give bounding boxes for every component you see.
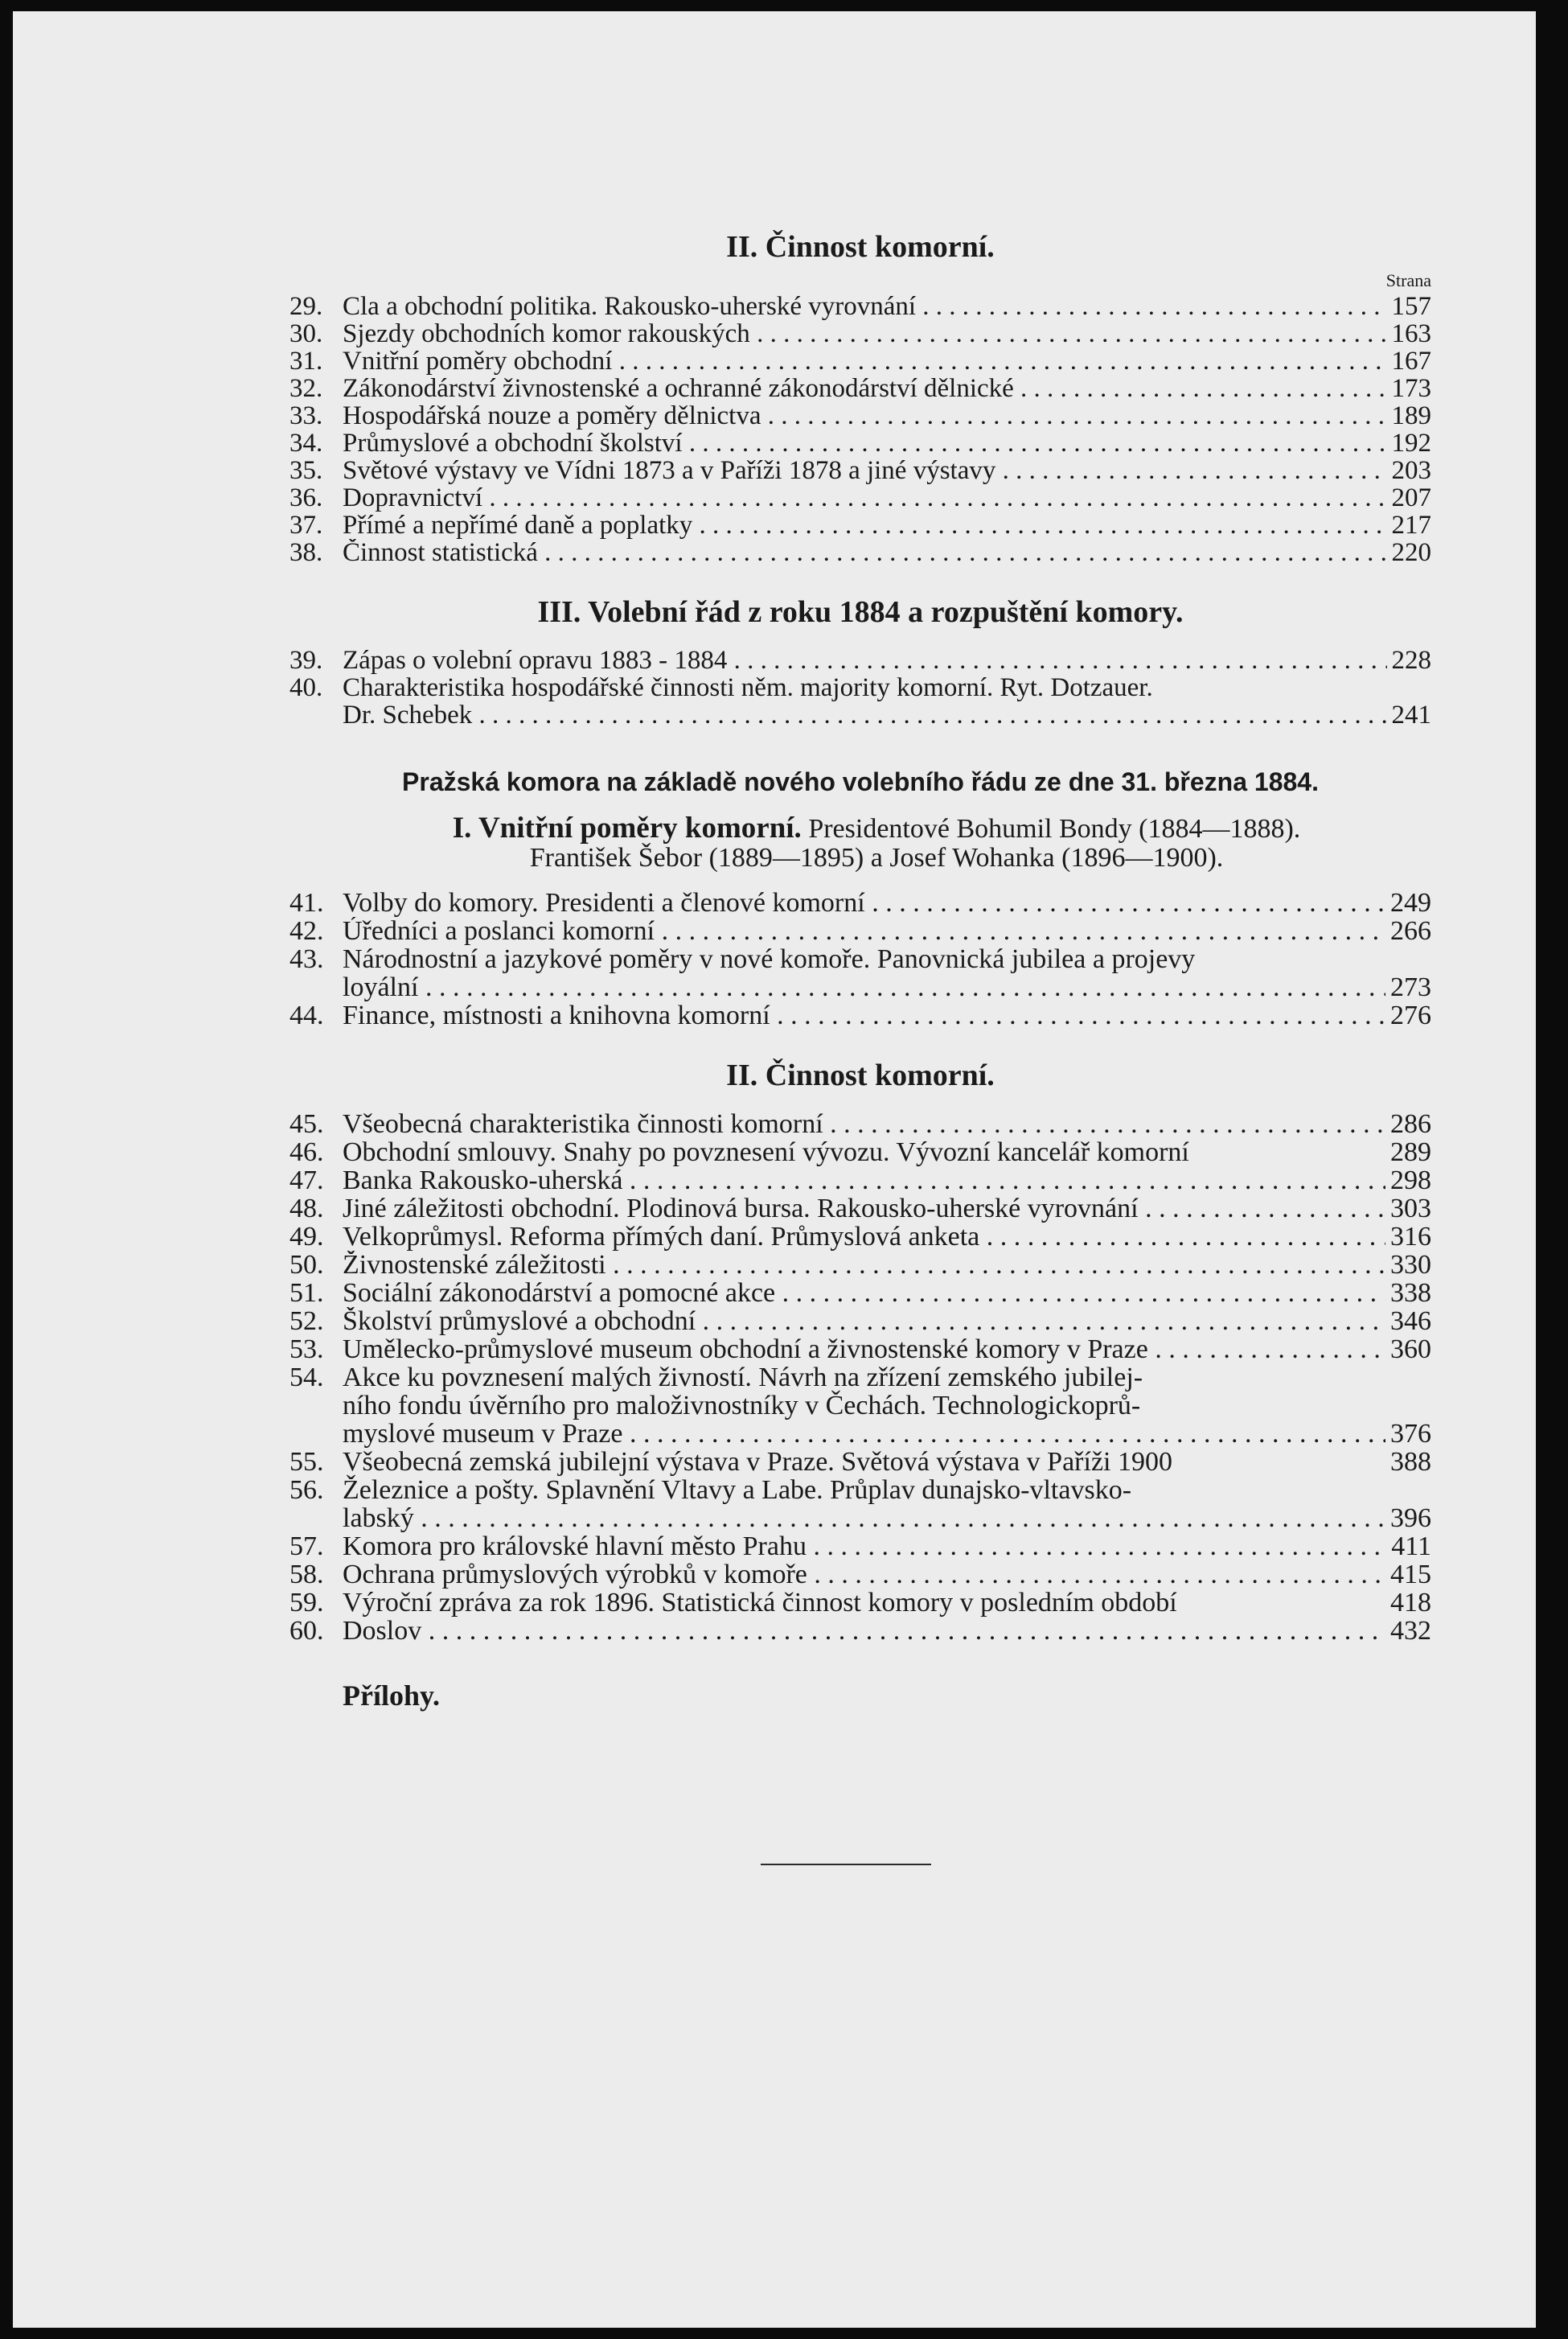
entry-number: 57. (289, 1531, 324, 1561)
entry-title (343, 402, 1387, 430)
toc-entry (289, 402, 1431, 430)
entry-title (343, 674, 1387, 729)
entry-title-line: Sociální zákonodárství a pomocné akce . . . (343, 1279, 1385, 1307)
toc-entry (289, 889, 1431, 917)
toc-entry (289, 1617, 1431, 1645)
entry-page-number: 203 (1391, 456, 1431, 485)
entry-title (343, 347, 1387, 375)
entry-page-number: 273 (1390, 972, 1431, 1002)
entry-page-number: 249 (1390, 888, 1431, 918)
toc-entry (289, 1001, 1431, 1030)
entry-title (343, 1532, 1386, 1560)
section-heading-iii: III. Volební řád z roku 1884 a rozpuštění komory. (537, 595, 1184, 629)
toc-entry (289, 1194, 1431, 1223)
toc-entry (289, 1138, 1431, 1166)
entry-page-number: 432 (1390, 1616, 1431, 1646)
entry-number: 43. (289, 944, 324, 974)
toc-entry (289, 917, 1431, 945)
entry-title (343, 430, 1387, 457)
entry-page-number: 207 (1391, 483, 1431, 512)
prague-intro (322, 814, 1431, 873)
entry-title-line: Volby do komory. Presidenti a členové komorní . . . (343, 889, 1385, 917)
entry-page-number: 316 (1390, 1222, 1431, 1252)
entry-number: 45. (289, 1109, 324, 1139)
entry-title-line: Komora pro královské hlavní město Prahu . . . (343, 1532, 1386, 1560)
entry-title (343, 1138, 1385, 1166)
toc-entry (289, 484, 1431, 512)
entry-title-line: Přímé a nepřímé daně a poplatky . . . (343, 512, 1387, 539)
entry-number: 48. (289, 1194, 324, 1223)
toc-entry (289, 320, 1431, 347)
toc-entry (289, 512, 1431, 539)
entry-title (343, 320, 1387, 347)
entry-title-line: Výroční zpráva za rok 1896. Statistická činnost komory v posledním období (343, 1588, 1177, 1618)
entry-number: 55. (289, 1447, 324, 1477)
toc-list-prague-i (289, 889, 1431, 1030)
entry-page-number: 418 (1390, 1588, 1431, 1618)
entry-title (343, 1476, 1385, 1532)
entry-number: 32. (289, 374, 323, 403)
entry-title-line: Banka Rakousko-uherská . . . (343, 1166, 1385, 1194)
entry-page-number: 189 (1391, 401, 1431, 430)
toc-entry (289, 1251, 1431, 1279)
entry-title-line: Činnost statistická . . . (343, 539, 1387, 566)
prague-intro-line1: Presidentové Bohumil Bondy (1884—1888). (808, 814, 1301, 844)
page-column-label: Strana (1385, 270, 1431, 290)
entry-title-line: Úředníci a poslanci komorní . . . (343, 917, 1385, 945)
entry-page-number: 346 (1390, 1306, 1431, 1336)
entry-number: 59. (289, 1588, 324, 1618)
entry-page-number: 396 (1390, 1503, 1431, 1533)
entry-number: 41. (289, 888, 324, 918)
entry-number: 60. (289, 1616, 324, 1646)
entry-page-number: 173 (1391, 374, 1431, 403)
entry-number: 58. (289, 1560, 324, 1589)
entry-title-line: Živnostenské záležitosti . . . (343, 1251, 1385, 1279)
entry-number: 49. (289, 1222, 324, 1252)
entry-title-line: Dr. Schebek . . . (343, 701, 1387, 729)
entry-title-line: Doslov . . . (343, 1617, 1385, 1645)
entry-title (343, 945, 1385, 1001)
entry-page-number: 228 (1391, 646, 1431, 675)
entry-page-number: 376 (1390, 1419, 1431, 1449)
entry-number: 29. (289, 292, 323, 321)
entry-number: 34. (289, 429, 323, 458)
toc-entry (289, 1363, 1431, 1448)
entry-number: 51. (289, 1278, 324, 1308)
prague-intro-line2: František Šebor (1889—1895) a Josef Wohanka (1896—1900). (529, 843, 1224, 873)
toc-entry (289, 1279, 1431, 1307)
toc-entry (289, 1335, 1431, 1363)
entry-title (343, 647, 1387, 674)
entry-title-line: Cla a obchodní politika. Rakousko-uherské vyrovnání . . . (343, 293, 1387, 320)
entry-title-line: Obchodní smlouvy. Snahy po povznesení vývozu. Vývozní kancelář komorní (343, 1137, 1189, 1167)
entry-title (343, 1251, 1385, 1279)
toc-entry (289, 945, 1431, 1001)
entry-title (343, 1335, 1385, 1363)
entry-page-number: 289 (1390, 1137, 1431, 1167)
closing-rule (761, 1864, 931, 1865)
toc-entry (289, 1476, 1431, 1532)
entry-number: 33. (289, 401, 323, 430)
entry-page-number: 157 (1391, 292, 1431, 321)
entry-title (343, 1166, 1385, 1194)
entry-title-line: Vnitřní poměry obchodní . . . (343, 347, 1387, 375)
entry-title (343, 375, 1387, 402)
entry-title-line: Národnostní a jazykové poměry v nové komoře. Panovnická jubilea a projevy (343, 944, 1196, 974)
entry-page-number: 163 (1391, 319, 1431, 348)
entry-number: 47. (289, 1165, 324, 1195)
entry-title (343, 1223, 1385, 1251)
entry-page-number: 415 (1390, 1560, 1431, 1589)
entry-page-number: 338 (1390, 1278, 1431, 1308)
entry-number: 38. (289, 538, 323, 567)
entry-title (343, 539, 1387, 566)
toc-list-prague-ii (289, 1110, 1431, 1645)
entry-title-line: Železnice a pošty. Splavnění Vltavy a Labe. Průplav dunajsko-vltavsko- (343, 1475, 1132, 1505)
entry-number: 36. (289, 483, 323, 512)
entry-title (343, 1194, 1385, 1223)
entry-title (343, 1448, 1385, 1476)
entry-title (343, 1279, 1385, 1307)
toc-entry (289, 647, 1431, 674)
entry-number: 42. (289, 916, 324, 946)
entry-number: 39. (289, 646, 323, 675)
entry-title-line: loyální . . . (343, 973, 1385, 1001)
entry-title-line: Jiné záležitosti obchodní. Plodinová bursa. Rakousko-uherské vyrovnání . . . (343, 1194, 1385, 1223)
toc-entry (289, 674, 1431, 729)
entry-title-line: Akce ku povznesení malých živností. Návrh na zřízení zemského jubilej- (343, 1363, 1143, 1392)
entry-title (343, 293, 1387, 320)
entry-title-line: Hospodářská nouze a poměry dělnictva . . . (343, 402, 1387, 430)
toc-entry (289, 1560, 1431, 1589)
toc-entry (289, 347, 1431, 375)
entry-title-line: myslové museum v Praze . . . (343, 1420, 1385, 1448)
entry-number: 40. (289, 673, 323, 702)
toc-entry (289, 1448, 1431, 1476)
entry-title-line: Charakteristika hospodářské činnosti něm. majority komorní. Ryt. Dotzauer. (343, 673, 1153, 702)
entry-page-number: 167 (1391, 347, 1431, 376)
entry-title (343, 1307, 1385, 1335)
entry-page-number: 276 (1390, 1001, 1431, 1030)
entry-title (343, 484, 1387, 512)
toc-entry (289, 1589, 1431, 1617)
entry-page-number: 192 (1391, 429, 1431, 458)
entry-title-line: Zápas o volební opravu 1883 - 1884 . . . (343, 647, 1387, 674)
entry-number: 46. (289, 1137, 324, 1167)
entry-title-line: Finance, místnosti a knihovna komorní . . . (343, 1001, 1385, 1030)
entry-number: 37. (289, 511, 323, 540)
entry-title (343, 1589, 1385, 1617)
entry-title-line: Světové výstavy ve Vídni 1873 a v Paříži 1878 a jiné výstavy . . . (343, 457, 1387, 484)
toc-entry (289, 430, 1431, 457)
entry-number: 35. (289, 456, 323, 485)
entry-title-line: Ochrana průmyslových výrobků v komoře . . . (343, 1560, 1385, 1589)
entry-title (343, 457, 1387, 484)
toc-list-section-iii (289, 647, 1431, 729)
entry-number: 53. (289, 1334, 324, 1364)
entry-page-number: 388 (1390, 1447, 1431, 1477)
entry-page-number: 411 (1391, 1531, 1431, 1561)
entry-title-line: Průmyslové a obchodní školství . . . (343, 430, 1387, 457)
entry-title (343, 917, 1385, 945)
entry-title-line: Sjezdy obchodních komor rakouských . . . (343, 320, 1387, 347)
section-heading-ii-b: II. Činnost komorní. (726, 1059, 995, 1092)
entry-title-line: Všeobecná zemská jubilejní výstava v Praze. Světová výstava v Paříži 1900 (343, 1447, 1172, 1477)
entry-title-line: labský . . . (343, 1504, 1385, 1532)
entry-number: 54. (289, 1363, 324, 1392)
entry-title (343, 1110, 1385, 1138)
toc-entry (289, 1307, 1431, 1335)
entry-number: 30. (289, 319, 323, 348)
toc-entry (289, 1532, 1431, 1560)
entry-number: 44. (289, 1001, 324, 1030)
entry-title (343, 1363, 1385, 1448)
entry-title-line: ního fondu úvěrního pro maloživnostníky v Čechách. Technologickoprů- (343, 1391, 1141, 1420)
entry-number: 31. (289, 347, 323, 376)
entry-page-number: 266 (1390, 916, 1431, 946)
page-sheet (13, 11, 1536, 2328)
entry-page-number: 220 (1391, 538, 1431, 567)
prague-chamber-heading: Pražská komora na základě nového volebního řádu ze dne 31. března 1884. (402, 767, 1319, 796)
entry-page-number: 330 (1390, 1250, 1431, 1280)
entry-title-line: Všeobecná charakteristika činnosti komorní . . . (343, 1110, 1385, 1138)
entry-number: 52. (289, 1306, 324, 1336)
toc-entry (289, 1223, 1431, 1251)
entry-title (343, 1560, 1385, 1589)
entry-title-line: Velkoprůmysl. Reforma přímých daní. Průmyslová anketa . . . (343, 1223, 1385, 1251)
entry-title-line: Umělecko-průmyslové museum obchodní a živnostenské komory v Praze . . . (343, 1335, 1385, 1363)
toc-entry (289, 539, 1431, 566)
toc-entry (289, 1166, 1431, 1194)
entry-title-line: Zákonodárství živnostenské a ochranné zákonodárství dělnické . . . (343, 375, 1387, 402)
entry-page-number: 360 (1390, 1334, 1431, 1364)
entry-title-line: Školství průmyslové a obchodní . . . (343, 1307, 1385, 1335)
entry-page-number: 286 (1390, 1109, 1431, 1139)
prague-intro-bold: I. Vnitřní poměry komorní. (452, 812, 802, 845)
entry-title (343, 512, 1387, 539)
toc-entry (289, 375, 1431, 402)
entry-title (343, 1617, 1385, 1645)
entry-page-number: 217 (1391, 511, 1431, 540)
toc-entry (289, 1110, 1431, 1138)
appendix-heading: Přílohy. (343, 1679, 441, 1712)
entry-page-number: 241 (1391, 701, 1431, 730)
entry-title (343, 1001, 1385, 1030)
entry-number: 56. (289, 1475, 324, 1505)
entry-number: 50. (289, 1250, 324, 1280)
toc-entry (289, 293, 1431, 320)
entry-page-number: 303 (1390, 1194, 1431, 1223)
toc-entry (289, 457, 1431, 484)
entry-page-number: 298 (1390, 1165, 1431, 1195)
entry-title (343, 889, 1385, 917)
section-heading-ii: II. Činnost komorní. (726, 230, 995, 264)
table-of-contents (289, 228, 1431, 1712)
toc-list-section-ii (289, 293, 1431, 566)
entry-title-line: Dopravnictví . . . (343, 484, 1387, 512)
